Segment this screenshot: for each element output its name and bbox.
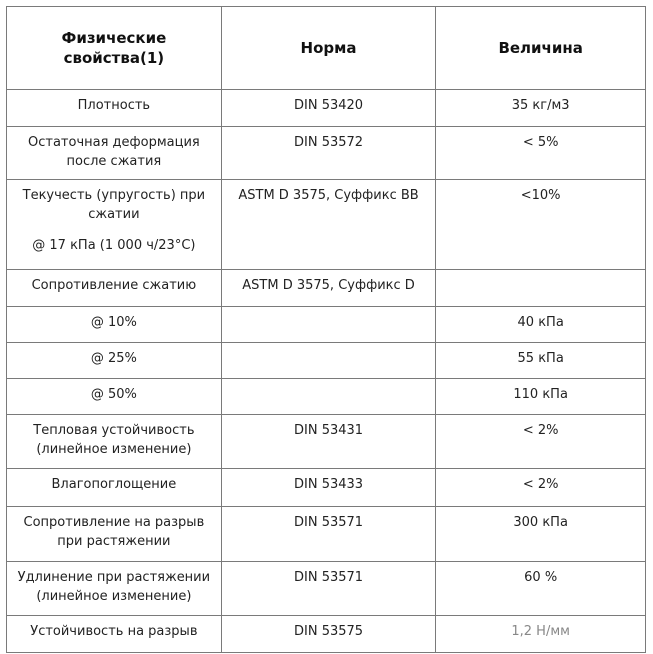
property-text: Устойчивость на разрыв: [30, 624, 198, 639]
property-text: при растяжении: [57, 534, 171, 549]
value-cell: 110 кПа: [436, 379, 646, 415]
header-property-line2: свойства(1): [63, 49, 165, 67]
property-cell: [7, 127, 222, 180]
table-row: [7, 90, 646, 127]
norm-cell: DIN 53431: [221, 415, 436, 469]
norm-cell: DIN 53420: [221, 90, 436, 127]
property-text: Плотность: [77, 98, 151, 113]
property-cell: [7, 616, 222, 653]
norm-cell: [221, 307, 436, 343]
value-cell: 300 кПа: [436, 507, 646, 562]
norm-cell: DIN 53571: [221, 507, 436, 562]
property-text: Влагопоглощение: [51, 477, 177, 492]
value-cell: < 5%: [436, 127, 646, 180]
table-row: [7, 616, 646, 653]
property-text: (линейное изменение): [36, 589, 192, 604]
norm-cell: DIN 53433: [221, 469, 436, 507]
header-norm: Норма: [221, 7, 436, 90]
property-text: Текучесть (упругость) при: [22, 188, 206, 203]
table-row: [7, 307, 646, 343]
value-cell: [436, 270, 646, 307]
norm-cell: [221, 379, 436, 415]
property-text: Сопротивление сжатию: [31, 278, 197, 293]
table-row: [7, 507, 646, 562]
property-text: Сопротивление на разрыв: [23, 515, 205, 530]
property-cell: [7, 307, 222, 343]
property-text: @ 17 кПа (1 000 ч/23°С): [32, 238, 196, 253]
value-cell: 60 %: [436, 562, 646, 616]
norm-cell: ASTM D 3575, Суффикс BB: [221, 180, 436, 270]
value-cell: < 2%: [436, 415, 646, 469]
value-cell: <10%: [436, 180, 646, 270]
table-row: [7, 379, 646, 415]
property-text: Остаточная деформация: [28, 135, 200, 150]
property-text: Удлинение при растяжении: [17, 570, 211, 585]
value-cell: 35 кг/м3: [436, 90, 646, 127]
property-text: Тепловая устойчивость: [33, 423, 195, 438]
property-cell: [7, 469, 222, 507]
value-cell: < 2%: [436, 469, 646, 507]
property-text: @ 50%: [90, 387, 137, 402]
property-cell: [7, 415, 222, 469]
table-row: [7, 469, 646, 507]
property-text: @ 25%: [90, 351, 137, 366]
norm-cell: ASTM D 3575, Суффикс D: [221, 270, 436, 307]
property-text: после сжатия: [66, 154, 162, 169]
property-cell: [7, 507, 222, 562]
table-row: [7, 127, 646, 180]
header-property-line1: Физические: [61, 29, 167, 47]
property-text: @ 10%: [90, 315, 137, 330]
property-cell: [7, 270, 222, 307]
value-cell: 1,2 Н/мм: [436, 616, 646, 653]
property-text: (линейное изменение): [36, 442, 192, 457]
norm-cell: DIN 53572: [221, 127, 436, 180]
table-row: [7, 180, 646, 270]
norm-cell: DIN 53575: [221, 616, 436, 653]
header-value: Величина: [436, 7, 646, 90]
properties-table: [6, 6, 646, 653]
table-row: [7, 562, 646, 616]
property-cell: [7, 90, 222, 127]
table-row: [7, 270, 646, 307]
table-row: [7, 343, 646, 379]
property-cell: [7, 562, 222, 616]
value-cell: 55 кПа: [436, 343, 646, 379]
property-cell: [7, 343, 222, 379]
value-cell: 40 кПа: [436, 307, 646, 343]
table-row: [7, 415, 646, 469]
property-cell: [7, 180, 222, 270]
norm-cell: DIN 53571: [221, 562, 436, 616]
norm-cell: [221, 343, 436, 379]
property-cell: [7, 379, 222, 415]
property-text: сжатии: [88, 207, 140, 222]
header-property: [7, 7, 222, 90]
header-row: [7, 7, 646, 90]
